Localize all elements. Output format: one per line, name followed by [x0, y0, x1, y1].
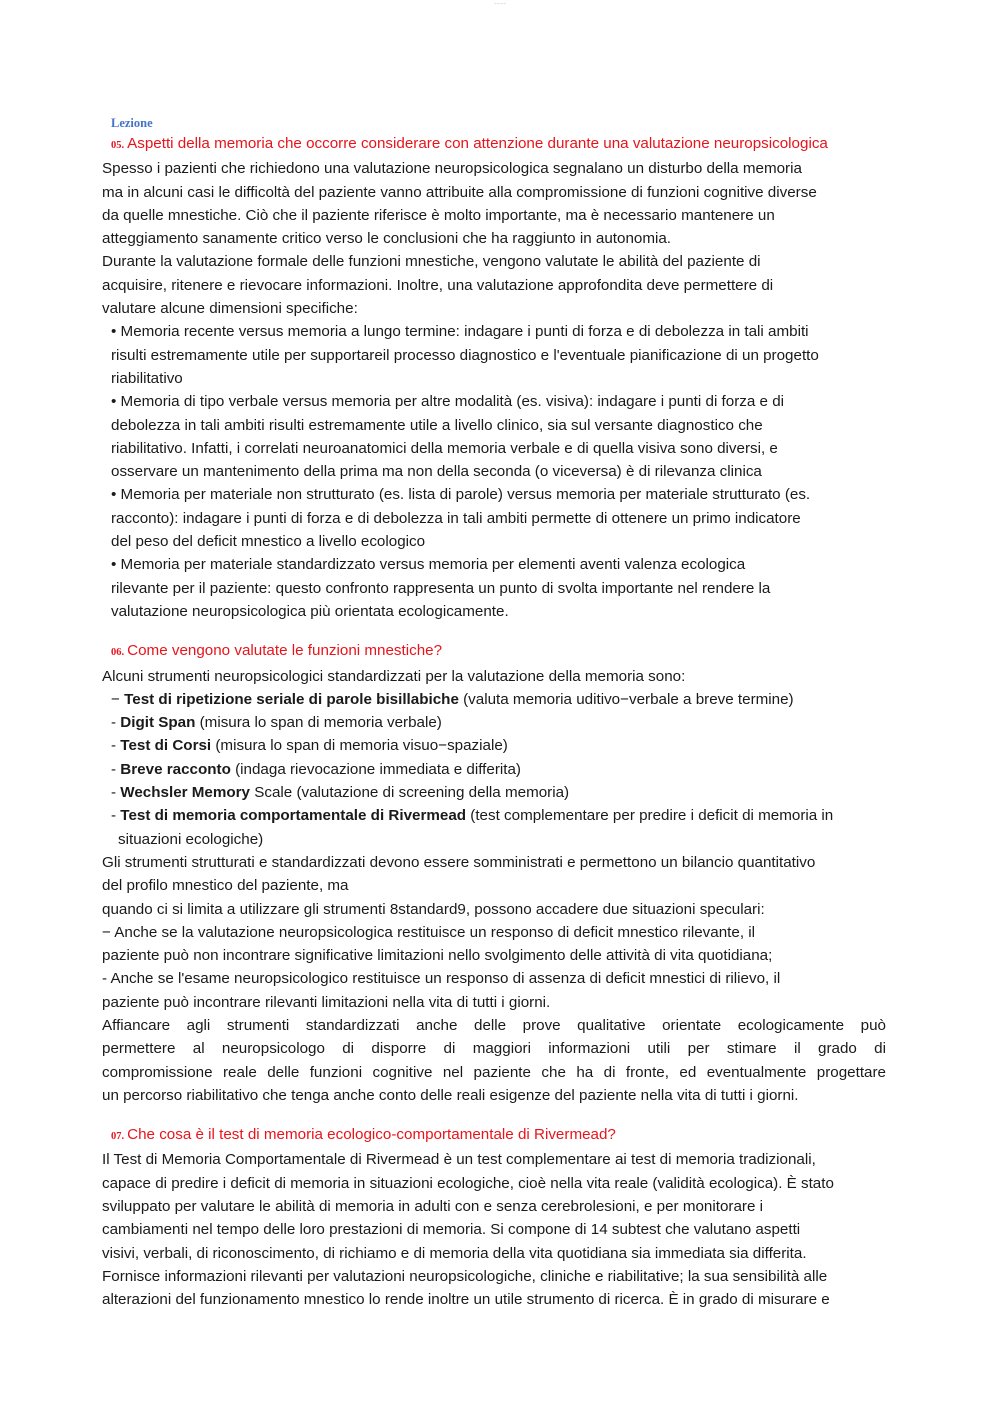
test-description: Scale (valutazione di screening della memoria): [250, 784, 570, 802]
text-line: un percorso riabilitativo che tenga anche conto delle reali esigenze del paziente nella vita di tutti i giorni.: [102, 1086, 799, 1104]
test-name: Test di Corsi: [120, 737, 212, 755]
section-06-paragraph-3: [102, 1014, 886, 1107]
test-item-continuation: situazioni ecologiche): [118, 830, 264, 848]
test-item: [111, 734, 886, 757]
text-line: valutare alcune dimensioni specifiche:: [102, 300, 358, 318]
section-06-intro: Alcuni strumenti neuropsicologici standardizzati per la valutazione della memoria sono:: [102, 667, 686, 685]
test-name: Breve racconto: [120, 760, 231, 778]
text-line: compromissione reale delle funzioni cognitive nel paziente che ha di fronte, ed eventualmente progettare: [102, 1063, 886, 1081]
text-line: capace di predire i deficit di memoria in situazioni ecologiche, cioè nella vita reale (validità ecologica). È stato: [102, 1174, 834, 1192]
section-06-paragraph-2: [102, 898, 886, 1014]
page-header-mark: .........: [493, 0, 507, 6]
test-description: (indaga rievocazione immediata e differita): [230, 760, 521, 778]
text-line: Il Test di Memoria Comportamentale di Rivermead è un test complementare ai test di memoria tradizionali,: [102, 1151, 816, 1169]
text-line: Gli strumenti strutturati e standardizzati devono essere somministrati e permettono un bilancio quantitativo: [102, 853, 816, 871]
test-description: (test complementare per predire i deficit di memoria in: [466, 807, 834, 825]
test-name: Test di ripetizione seriale di parole bisillabiche: [124, 690, 459, 708]
test-item: [111, 711, 886, 734]
test-list: [111, 688, 886, 851]
dash: -: [111, 760, 117, 778]
text-line: del peso del deficit mnestico a livello ecologico: [111, 533, 426, 551]
text-line: ma in alcuni casi le difficoltà del paziente vanno attribuite alla compromissione di funzioni cognitive diverse: [102, 183, 817, 201]
section-05-heading: [111, 132, 886, 157]
test-item: [111, 804, 886, 827]
bullet-item: [111, 320, 886, 390]
text-line: da quelle mnestiche. Ciò che il paziente riferisce è molto importante, ma è necessario mantenere un: [102, 206, 775, 224]
text-line: Spesso i pazienti che richiedono una valutazione neuropsicologica segnalano un disturbo della memoria: [102, 160, 802, 178]
text-line: atteggiamento sanamente critico verso le conclusioni che ha raggiunto in autonomia.: [102, 230, 672, 248]
bullet-item: [111, 390, 886, 483]
test-item: [111, 758, 886, 781]
text-line: osservare un mantenimento della prima ma non della seconda (o viceversa) è di rilevanza clinica: [111, 463, 762, 481]
text-line: Affiancare agli strumenti standardizzati anche delle prove qualitative orientate ecologicamente può: [102, 1016, 886, 1034]
text-line: risulti estremamente utile per supportareil processo diagnostico e l'eventuale pianificazione di un progetto: [111, 346, 819, 364]
page-content: [102, 114, 886, 1312]
section-05-paragraph-2: [102, 250, 886, 320]
dash: −: [111, 690, 120, 708]
text-line: paziente può non incontrare significative limitazioni nello svolgimento delle attività di vita quotidiana;: [102, 947, 773, 965]
section-05-paragraph-1: [102, 157, 886, 250]
test-name: Wechsler Memory: [120, 784, 251, 802]
section-05-number: 05.: [111, 140, 125, 151]
dash: -: [111, 737, 117, 755]
text-line: acquisire, ritenere e rievocare informazioni. Inoltre, una valutazione approfondita deve permettere di: [102, 276, 774, 294]
dash: -: [111, 807, 117, 825]
text-line: visivi, verbali, di riconoscimento, di richiamo e di memoria della vita quotidiana sia immediata sia differita.: [102, 1244, 807, 1262]
test-name: Test di memoria comportamentale di Rivermead: [120, 807, 467, 825]
text-line: - Anche se l'esame neuropsicologico restituisce un responso di assenza di deficit mnestici di rilievo, il: [102, 970, 781, 988]
text-line: cambiamenti nel tempo delle loro prestazioni di memoria. Si compone di 14 subtest che valutano aspetti: [102, 1221, 801, 1239]
test-description: (valuta memoria uditivo−verbale a breve termine): [458, 690, 794, 708]
text-line: • Memoria per materiale standardizzato versus memoria per elementi aventi valenza ecologica: [111, 556, 746, 574]
text-line: paziente può incontrare rilevanti limitazioni nella vita di tutti i giorni.: [102, 993, 551, 1011]
section-06-heading: [111, 639, 886, 664]
test-description: (misura lo span di memoria visuo−spaziale): [211, 737, 508, 755]
section-05-title: Aspetti della memoria che occorre considerare con attenzione durante una valutazione neuropsicologica: [127, 135, 828, 152]
text-line: • Memoria per materiale non strutturato (es. lista di parole) versus memoria per materiale strutturato (es.: [111, 486, 811, 504]
text-line: permettere al neuropsicologo di disporre di maggiori informazioni utili per stimare il grado di: [102, 1040, 886, 1058]
text-line: alterazioni del funzionamento mnestico lo rende inoltre un utile strumento di ricerca. È in grado di misurare e: [102, 1291, 830, 1309]
text-line: racconto): indagare i punti di forza e di debolezza in tali ambiti permette di ottenere un primo indicatore: [111, 509, 801, 527]
text-line: riabilitativo. Infatti, i correlati neuroanatomici della memoria verbale e di quella visiva sono diversi, e: [111, 439, 778, 457]
dash: -: [111, 784, 117, 802]
text-line: • Memoria recente versus memoria a lungo termine: indagare i punti di forza e di debolezza in tali ambiti: [111, 323, 809, 341]
text-line: rilevante per il paziente: questo confronto rappresenta un punto di svolta importante nel rendere la: [111, 579, 771, 597]
test-description: (misura lo span di memoria verbale): [195, 714, 442, 732]
text-line: valutazione neuropsicologica più orientata ecologicamente.: [111, 602, 509, 620]
bullet-item: [111, 553, 886, 623]
section-07-paragraph-1: [102, 1148, 886, 1311]
text-line: riabilitativo: [111, 369, 183, 387]
test-item: [111, 688, 886, 711]
text-line: quando ci si limita a utilizzare gli strumenti 8standard9, possono accadere due situazioni speculari:: [102, 900, 765, 918]
section-06-number: 06.: [111, 647, 125, 659]
test-name: Digit Span: [120, 714, 196, 732]
text-line: Durante la valutazione formale delle funzioni mnestiche, vengono valutate le abilità del paziente di: [102, 253, 761, 271]
test-item: [111, 781, 886, 804]
section-06-paragraph-1: [102, 851, 886, 898]
lesson-label: Lezione: [111, 116, 153, 130]
text-line: del profilo mnestico del paziente, ma: [102, 877, 349, 895]
section-07-heading: [111, 1123, 886, 1148]
section-06-title: Come vengono valutate le funzioni mnestiche?: [127, 642, 443, 660]
section-07-title: Che cosa è il test di memoria ecologico-comportamentale di Rivermead?: [127, 1126, 616, 1144]
text-line: − Anche se la valutazione neuropsicologica restituisce un responso di deficit mnestico rilevante, il: [102, 923, 756, 941]
text-line: Fornisce informazioni rilevanti per valutazioni neuropsicologiche, cliniche e riabilitative; la sua sensibilità alle: [102, 1267, 828, 1285]
section-07-number: 07.: [111, 1131, 125, 1143]
text-line: debolezza in tali ambiti risulti estremamente utile a livello clinico, sia sul versante diagnostico che: [111, 416, 763, 434]
dash: -: [111, 714, 117, 732]
section-05-bullet-list: [111, 320, 886, 623]
text-line: • Memoria di tipo verbale versus memoria per altre modalità (es. visiva): indagare i punti di forza e di: [111, 393, 785, 411]
text-line: sviluppato per valutare le abilità di memoria in adulti con e senza cerebrolesioni, e per monitorare i: [102, 1198, 764, 1216]
bullet-item: [111, 483, 886, 553]
